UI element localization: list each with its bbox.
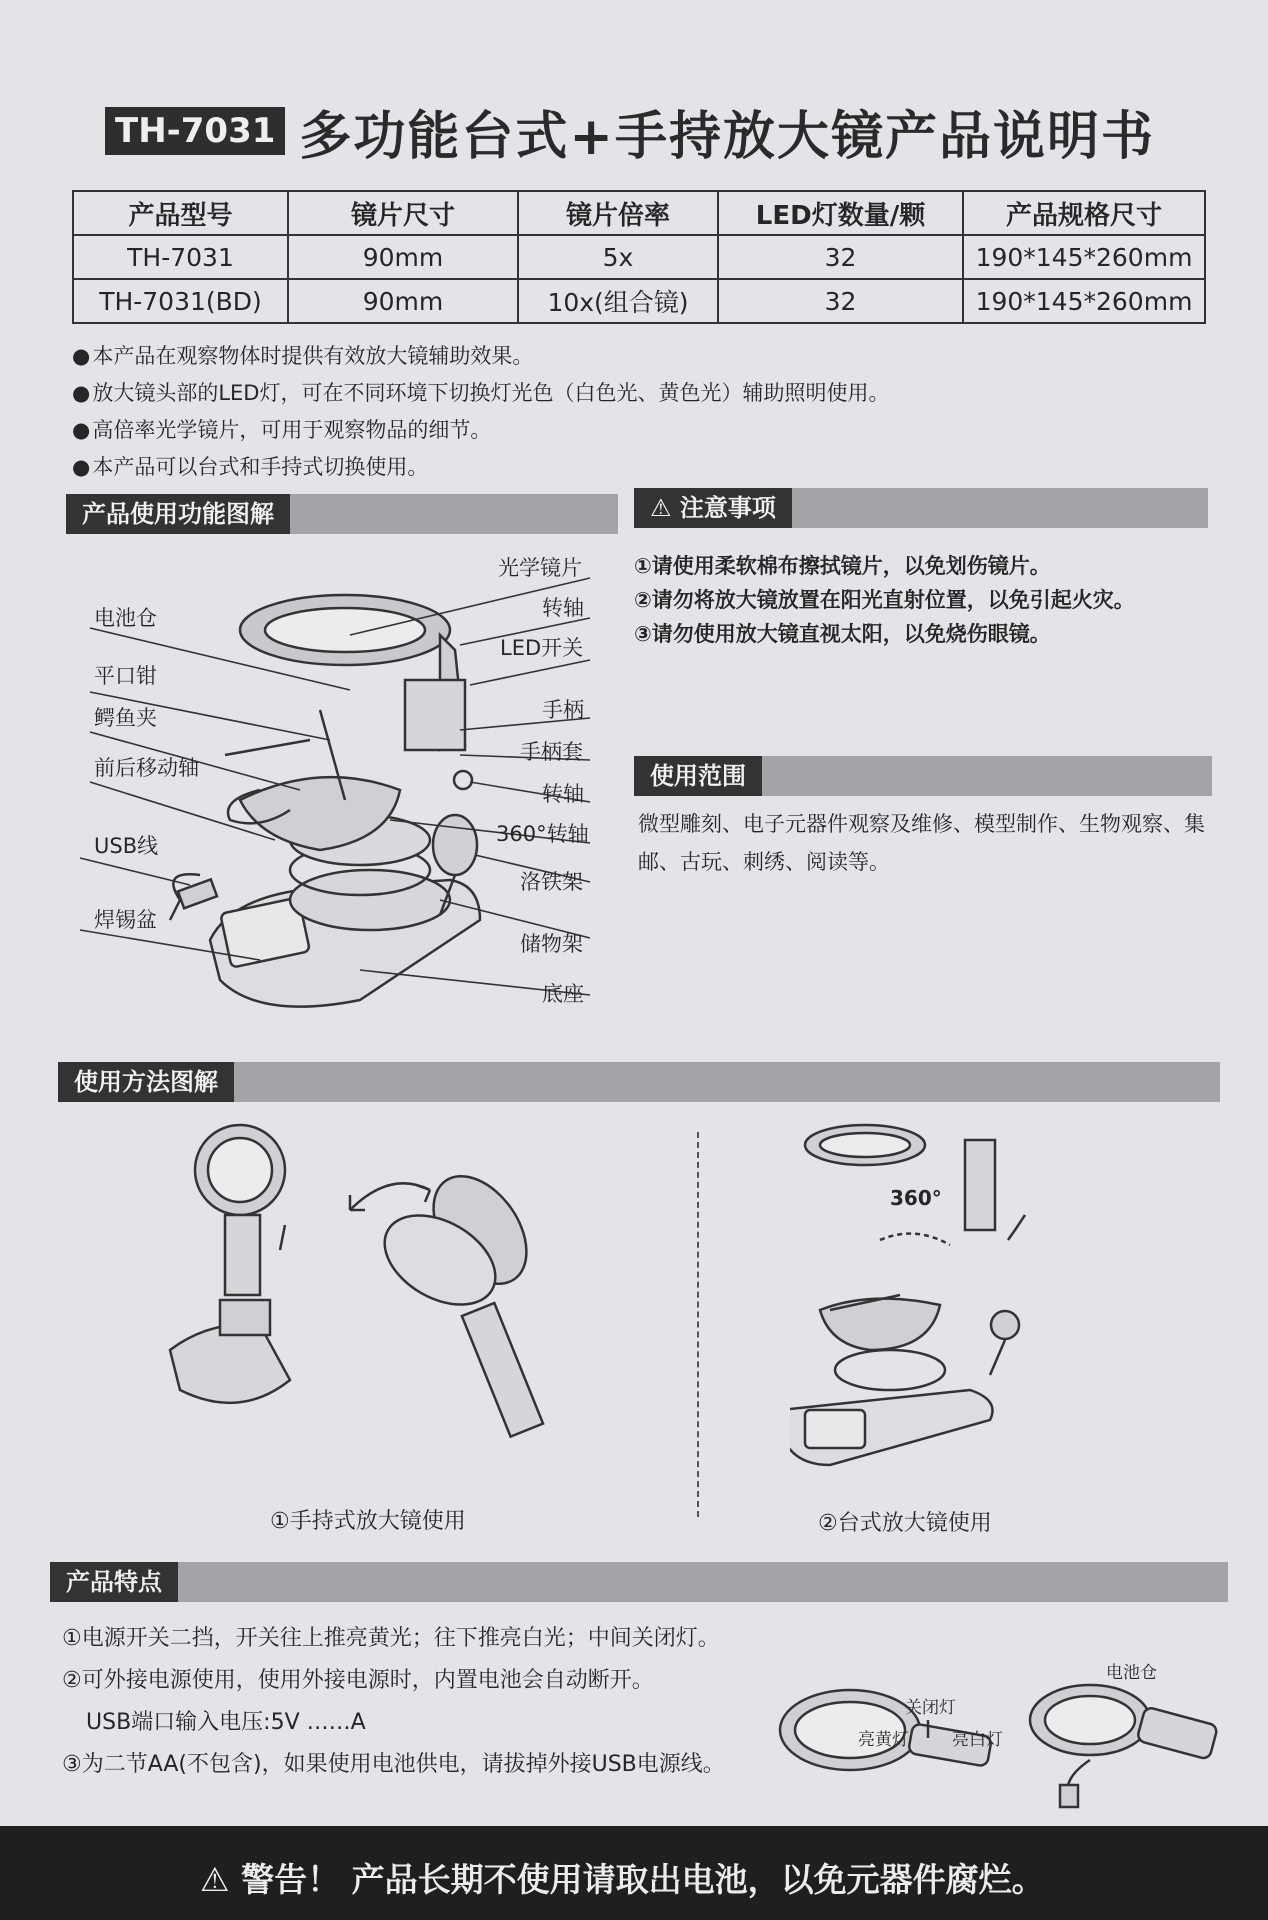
section-bar-usage <box>58 1062 1220 1102</box>
table-cell: TH-7031 <box>73 235 288 279</box>
table-cell: 10x(组合镜) <box>518 279 718 323</box>
table-cell: 32 <box>718 279 963 323</box>
label-handle-sleeve: 手柄套 <box>520 740 583 764</box>
label-flat-pliers: 平口钳 <box>94 664 157 688</box>
table-cell: 90mm <box>288 235 518 279</box>
section-bar-cautions <box>634 488 1208 528</box>
section-title-scope: 使用范围 <box>634 756 762 796</box>
table-row <box>73 235 1205 279</box>
section-bar-diagram <box>66 494 618 534</box>
switch-label-yellow: 亮黄灯 <box>858 1730 909 1750</box>
section-title-usage: 使用方法图解 <box>58 1062 234 1102</box>
label-storage-rack: 储物架 <box>520 932 583 956</box>
caution-item: ③请勿使用放大镜直视太阳，以免烧伤眼镜。 <box>634 622 1051 646</box>
feature-item: ②可外接电源使用，使用外接电源时，内置电池会自动断开。 <box>62 1668 654 1693</box>
warning-text <box>200 1854 1045 1901</box>
section-title-cautions: ⚠ 注意事项 <box>634 488 792 528</box>
bullet-item: ● 高倍率光学镜片，可用于观察物品的细节。 <box>72 412 889 449</box>
model-badge: TH-7031 <box>105 107 285 155</box>
table-header: 镜片尺寸 <box>288 191 518 235</box>
label-usb-cable: USB线 <box>94 834 159 858</box>
table-row <box>73 279 1205 323</box>
spec-table <box>72 190 1206 324</box>
label-optical-lens: 光学镜片 <box>498 556 582 580</box>
label-alligator-clip: 鳄鱼夹 <box>94 706 157 730</box>
warning-message: 产品长期不使用请取出电池，以免元器件腐烂。 <box>351 1860 1045 1899</box>
table-cell: 190*145*260mm <box>963 279 1205 323</box>
section-bar-features <box>50 1562 1228 1602</box>
feature-item: ③为二节AA(不包含)，如果使用电池供电，请拔掉外接USB电源线。 <box>62 1752 725 1777</box>
product-bullets <box>72 338 889 486</box>
footer-warning <box>0 1826 1268 1920</box>
table-cell: 190*145*260mm <box>963 235 1205 279</box>
label-battery-compartment: 电池仓 <box>94 606 157 630</box>
warning-triangle-icon: ⚠ <box>200 1860 242 1899</box>
label-slide-axis: 前后移动轴 <box>94 756 199 780</box>
label-base: 底座 <box>542 982 584 1006</box>
bullet-item: ● 本产品可以台式和手持式切换使用。 <box>72 449 889 486</box>
table-header: 镜片倍率 <box>518 191 718 235</box>
section-title-features: 产品特点 <box>50 1562 178 1602</box>
label-led-switch: LED开关 <box>500 636 584 660</box>
handheld-illustration <box>150 1120 610 1480</box>
switch-label-white: 亮白灯 <box>952 1730 1003 1750</box>
document-title <box>105 96 1155 166</box>
battery-label: 电池仓 <box>1106 1663 1157 1683</box>
scope-text: 微型雕刻、电子元器件观察及维修、模型制作、生物观察、集邮、古玩、刺绣、阅读等。 <box>638 812 1205 874</box>
bullet-item: ● 本产品在观察物体时提供有效放大镜辅助效果。 <box>72 338 889 375</box>
table-header: LED灯数量/颗 <box>718 191 963 235</box>
handheld-caption: ①手持式放大镜使用 <box>270 1509 466 1534</box>
table-cell: 32 <box>718 235 963 279</box>
caution-item: ①请使用柔软棉布擦拭镜片，以免划伤镜片。 <box>634 554 1051 578</box>
switch-label-off: 关闭灯 <box>905 1698 956 1718</box>
warning-label: 警告！ <box>241 1860 341 1899</box>
table-cell: TH-7031(BD) <box>73 279 288 323</box>
table-header: 产品型号 <box>73 191 288 235</box>
label-pivot: 转轴 <box>542 596 584 620</box>
bullet-item: ● 放大镜头部的LED灯，可在不同环境下切换灯光色（白色光、黄色光）辅助照明使用。 <box>72 375 889 412</box>
caution-item: ②请勿将放大镜放置在阳光直射位置，以免引起火灾。 <box>634 588 1135 612</box>
warning-triangle-icon: ⚠ <box>650 494 680 522</box>
desk-illustration <box>790 1120 1050 1470</box>
feature-item: ①电源开关二挡，开关往上推亮黄光；往下推亮白光；中间关闭灯。 <box>62 1626 720 1651</box>
label-handle: 手柄 <box>542 698 584 722</box>
divider <box>697 1132 699 1517</box>
rotation-label: 360° <box>890 1186 942 1210</box>
main-title: 多功能台式+手持放大镜产品说明书 <box>299 106 1155 167</box>
table-header: 产品规格尺寸 <box>963 191 1205 235</box>
desk-caption: ②台式放大镜使用 <box>818 1511 992 1536</box>
label-solder-tray: 焊锡盆 <box>94 908 157 932</box>
feature-item: USB端口输入电压:5V ……A <box>86 1710 366 1735</box>
label-pivot-2: 转轴 <box>542 782 584 806</box>
section-title-diagram: 产品使用功能图解 <box>66 494 290 534</box>
features-list <box>62 1618 725 1786</box>
table-header-row <box>73 191 1205 235</box>
cautions-list <box>634 549 1135 651</box>
table-cell: 5x <box>518 235 718 279</box>
label-iron-stand: 洛铁架 <box>520 870 583 894</box>
table-cell: 90mm <box>288 279 518 323</box>
section-bar-scope <box>634 756 1212 796</box>
label-360-pivot: 360°转轴 <box>496 822 589 846</box>
